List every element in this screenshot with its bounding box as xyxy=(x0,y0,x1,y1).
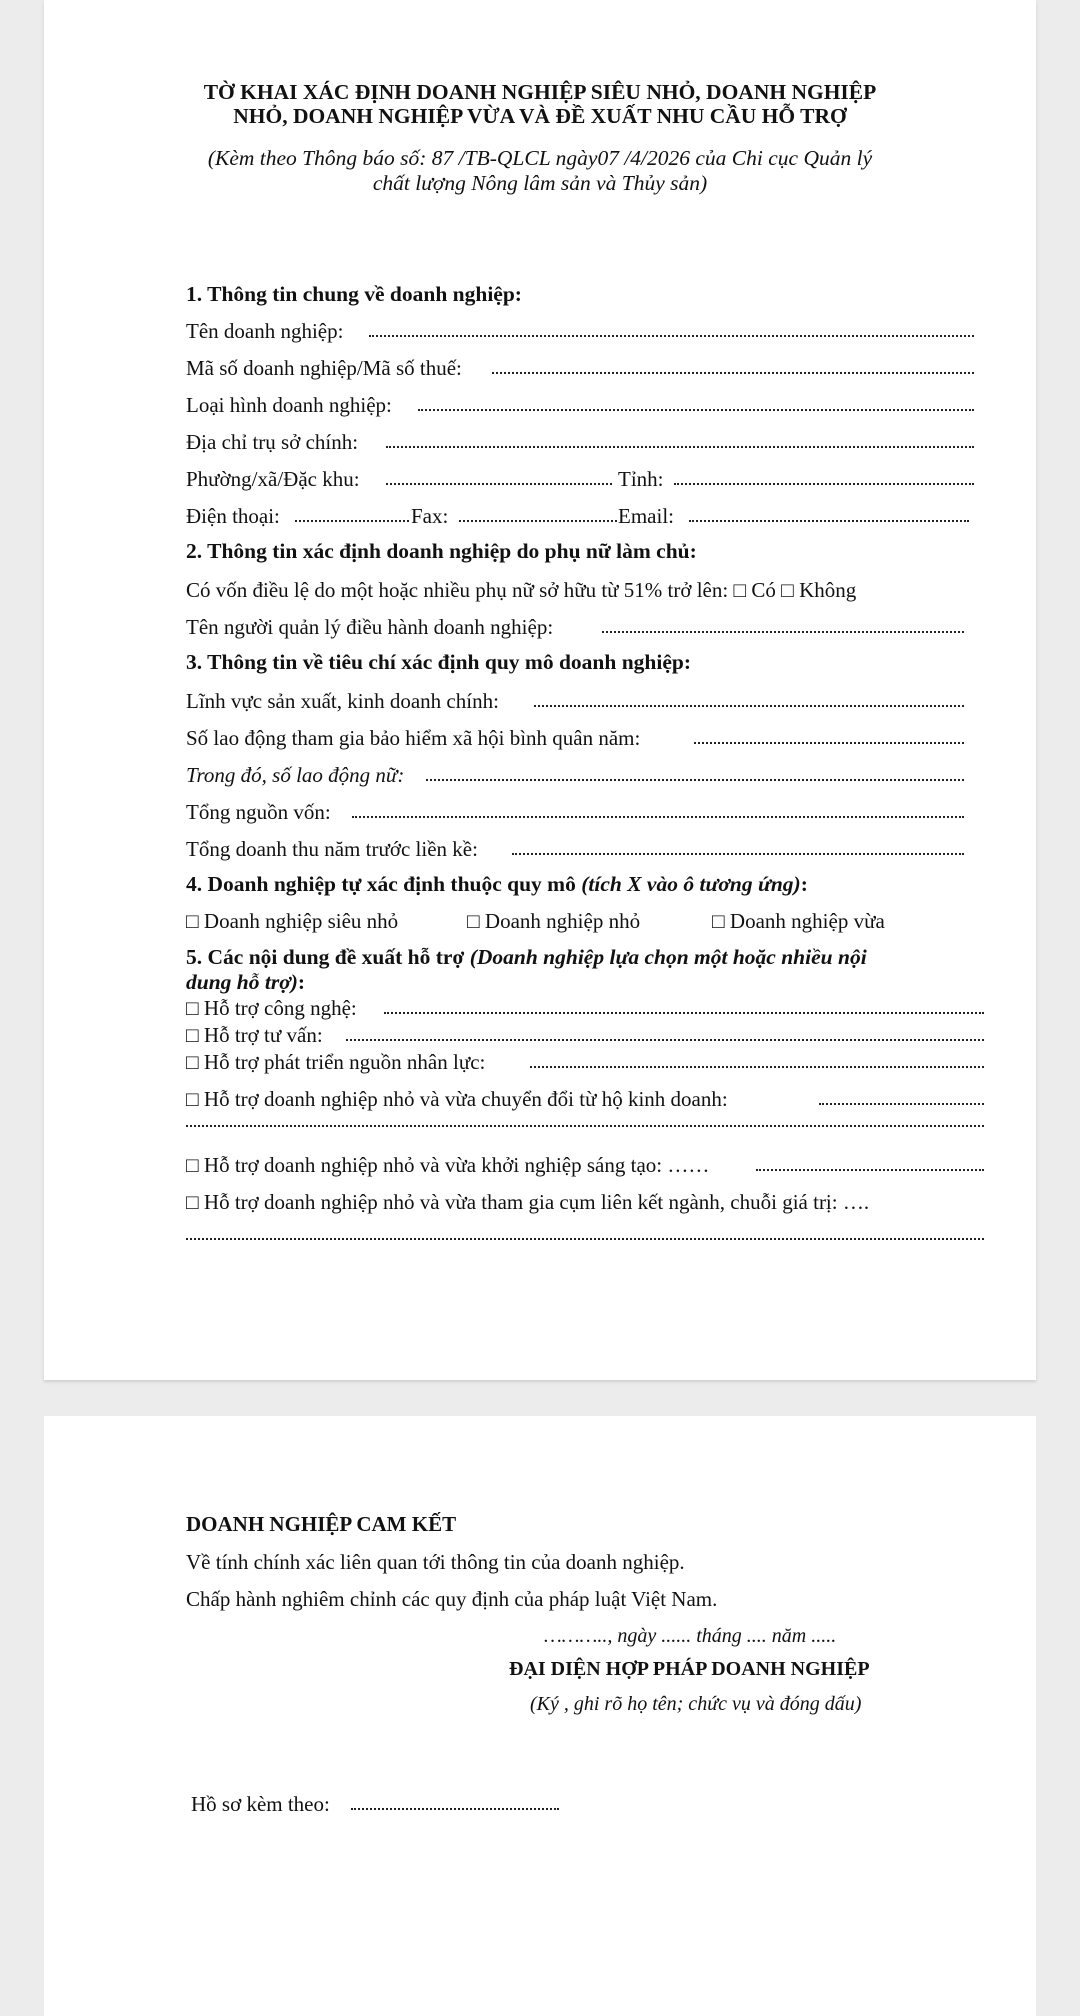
support-conversion-field[interactable] xyxy=(819,1103,984,1105)
address-field[interactable] xyxy=(386,446,974,448)
legal-representative-title: ĐẠI DIỆN HỢP PHÁP DOANH NGHIỆP xyxy=(509,1658,870,1680)
company-name-label: Tên doanh nghiệp: xyxy=(186,319,344,343)
support-hr-field[interactable] xyxy=(530,1066,984,1068)
size-option-medium[interactable]: □ Doanh nghiệp vừa xyxy=(712,909,885,933)
revenue-label: Tổng doanh thu năm trước liền kề: xyxy=(186,837,478,861)
support-consulting-option[interactable]: □ Hỗ trợ tư vấn: xyxy=(186,1023,323,1047)
form-subtitle-line2: chất lượng Nông lâm sản và Thủy sản) xyxy=(372,171,708,195)
form-title-line2: NHỎ, DOANH NGHIỆP VỪA VÀ ĐỀ XUẤT NHU CẦU HỖ TRỢ xyxy=(233,104,847,128)
fax-field[interactable] xyxy=(459,520,617,522)
section-5-heading: 5. Các nội dung đề xuất hỗ trợ (Doanh nghiệp lựa chọn một hoặc nhiều nội xyxy=(186,945,867,969)
company-type-field[interactable] xyxy=(418,409,974,411)
section-1-heading: 1. Thông tin chung về doanh nghiệp: xyxy=(186,282,522,306)
attachments-label: Hồ sơ kèm theo: xyxy=(191,1792,330,1816)
commitment-heading: DOANH NGHIỆP CAM KẾT xyxy=(186,1512,457,1536)
section-2-heading: 2. Thông tin xác định doanh nghiệp do phụ nữ làm chủ: xyxy=(186,539,697,563)
attachments-field[interactable] xyxy=(351,1808,559,1810)
labor-count-label: Số lao động tham gia bảo hiểm xã hội bình quân năm: xyxy=(186,726,641,750)
female-labor-label: Trong đó, số lao động nữ: xyxy=(186,763,405,787)
total-capital-field[interactable] xyxy=(352,816,964,818)
address-label: Địa chỉ trụ sở chính: xyxy=(186,430,359,454)
female-capital-question: Có vốn điều lệ do một hoặc nhiều phụ nữ sở hữu từ 51% trở lên: □ Có □ Không xyxy=(186,578,857,602)
commitment-line-1: Về tính chính xác liên quan tới thông tin của doanh nghiệp. xyxy=(186,1550,685,1574)
section-5-heading-cont: dung hỗ trợ): xyxy=(186,970,306,994)
phone-label: Điện thoại: xyxy=(186,504,280,528)
support-cluster-option[interactable]: □ Hỗ trợ doanh nghiệp nhỏ và vừa tham gia cụm liên kết ngành, chuỗi giá trị: …. xyxy=(186,1190,870,1214)
support-cluster-field-2[interactable] xyxy=(186,1238,984,1240)
size-option-micro[interactable]: □ Doanh nghiệp siêu nhỏ xyxy=(186,909,399,933)
province-label: Tỉnh: xyxy=(618,467,664,491)
ward-field[interactable] xyxy=(386,483,612,485)
signature-instruction: (Ký , ghi rõ họ tên; chức vụ và đóng dấu) xyxy=(530,1693,862,1715)
labor-count-field[interactable] xyxy=(694,742,964,744)
province-field[interactable] xyxy=(674,483,974,485)
revenue-field[interactable] xyxy=(512,853,964,855)
fax-label: Fax: xyxy=(411,504,449,528)
document-page-1 xyxy=(44,0,1036,1380)
form-title-line1: TỜ KHAI XÁC ĐỊNH DOANH NGHIỆP SIÊU NHỎ, DOANH NGHIỆP xyxy=(203,80,877,104)
total-capital-label: Tổng nguồn vốn: xyxy=(186,800,331,824)
section-4-heading: 4. Doanh nghiệp tự xác định thuộc quy mô (tích X vào ô tương ứng): xyxy=(186,872,808,896)
company-name-field[interactable] xyxy=(369,335,974,337)
support-conversion-option[interactable]: □ Hỗ trợ doanh nghiệp nhỏ và vừa chuyển đổi từ hộ kinh doanh: xyxy=(186,1087,728,1111)
date-line: ……….., ngày ...... tháng .... năm ..... xyxy=(544,1625,837,1647)
phone-field[interactable] xyxy=(295,520,409,522)
support-hr-option[interactable]: □ Hỗ trợ phát triển nguồn nhân lực: xyxy=(186,1050,486,1074)
business-field-field[interactable] xyxy=(534,705,964,707)
support-consulting-field[interactable] xyxy=(346,1039,984,1041)
female-labor-field[interactable] xyxy=(426,779,964,781)
manager-name-field[interactable] xyxy=(602,631,964,633)
business-field-label: Lĩnh vực sản xuất, kinh doanh chính: xyxy=(186,689,499,713)
support-startup-option[interactable]: □ Hỗ trợ doanh nghiệp nhỏ và vừa khởi nghiệp sáng tạo: …… xyxy=(186,1153,710,1177)
section-3-heading: 3. Thông tin về tiêu chí xác định quy mô doanh nghiệp: xyxy=(186,650,691,674)
manager-name-label: Tên người quản lý điều hành doanh nghiệp: xyxy=(186,615,554,639)
ward-label: Phường/xã/Đặc khu: xyxy=(186,467,360,491)
form-subtitle-line1: (Kèm theo Thông báo số: 87 /TB-QLCL ngày07 /4/2026 của Chi cục Quản lý xyxy=(207,146,873,170)
commitment-line-2: Chấp hành nghiêm chỉnh các quy định của pháp luật Việt Nam. xyxy=(186,1587,718,1611)
email-field[interactable] xyxy=(689,520,969,522)
company-type-label: Loại hình doanh nghiệp: xyxy=(186,393,392,417)
email-label: Email: xyxy=(618,504,674,528)
support-technology-field[interactable] xyxy=(384,1012,984,1014)
tax-code-label: Mã số doanh nghiệp/Mã số thuế: xyxy=(186,356,462,380)
support-startup-field[interactable] xyxy=(756,1169,984,1171)
tax-code-field[interactable] xyxy=(492,372,974,374)
document-page-2 xyxy=(44,1416,1036,2016)
support-conversion-field-2[interactable] xyxy=(186,1125,984,1127)
support-technology-option[interactable]: □ Hỗ trợ công nghệ: xyxy=(186,996,357,1020)
size-option-small[interactable]: □ Doanh nghiệp nhỏ xyxy=(467,909,641,933)
